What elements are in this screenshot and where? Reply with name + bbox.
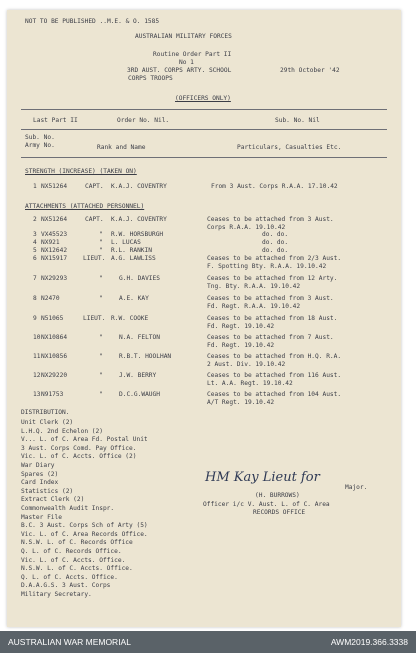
entry-name: J.W. BERRY bbox=[119, 372, 157, 379]
entry-name: N.A. FELTON bbox=[119, 334, 160, 341]
signature-name: (H. BURROWS) bbox=[255, 492, 300, 499]
unit-heading: AUSTRALIAN MILITARY FORCES bbox=[135, 33, 232, 40]
rule bbox=[21, 129, 387, 130]
distribution-item: Military Secretary. bbox=[21, 590, 92, 598]
entry-name: A.E. KAY bbox=[119, 295, 149, 302]
org-sub: CORPS TROOPS bbox=[128, 75, 173, 82]
entry-no: 9 bbox=[33, 315, 37, 322]
entry-name: A.G. LAWLISS bbox=[111, 255, 156, 262]
entry-particulars: Fd. Regt. 19.10.42 bbox=[207, 323, 275, 330]
entry-rank: " bbox=[99, 372, 103, 379]
col-sub-no: Sub. No. bbox=[25, 134, 55, 141]
top-note: NOT TO BE PUBLISHED ..M.E. & O. 1585 bbox=[25, 18, 160, 25]
entry-name: R.W. HORSBURGH bbox=[111, 231, 164, 238]
entry-no: 7 bbox=[33, 275, 37, 282]
entry-no: 8 bbox=[33, 295, 37, 302]
section-strength: STRENGTH (INCREASE) (TAKEN ON) bbox=[25, 168, 137, 175]
entry-army-no: NX10864 bbox=[41, 334, 68, 341]
distribution-item: V... L. of C. Area Fd. Postal Unit bbox=[21, 436, 148, 444]
entry-no: 5 bbox=[33, 247, 37, 254]
entry-name: K.A.J. COVENTRY bbox=[111, 216, 167, 223]
entry-row bbox=[7, 183, 401, 193]
distribution-item: N.S.W. L. of C. Accts. Office. bbox=[21, 565, 133, 573]
col-rank-name: Rank and Name bbox=[97, 144, 146, 151]
entry-name: R.W. COOKE bbox=[111, 315, 149, 322]
entry-particulars: Ceases to be attached from 3 Aust. bbox=[207, 216, 334, 223]
distribution-item: Spares (2) bbox=[21, 470, 59, 478]
rule bbox=[21, 157, 387, 158]
entry-name: R.L. RANKIN bbox=[111, 247, 152, 254]
entry-rank: " bbox=[99, 391, 103, 398]
entry-row bbox=[7, 295, 401, 311]
entry-particulars: Fd. Regt. 19.10.42 bbox=[207, 342, 275, 349]
entry-army-no: VX45523 bbox=[41, 231, 68, 238]
entry-row bbox=[7, 334, 401, 350]
entry-army-no: NX29220 bbox=[41, 372, 68, 379]
entry-rank: " bbox=[99, 334, 103, 341]
entry-row bbox=[7, 275, 401, 291]
entry-rank: " bbox=[99, 275, 103, 282]
entry-particulars: F. Spotting Bty. R.A.A. 19.10.42 bbox=[207, 263, 327, 270]
footer-bar bbox=[0, 631, 416, 653]
entry-name: D.C.G.WAUGH bbox=[119, 391, 160, 398]
entry-particulars: Tng. Bty. R.A.A. 19.10.42 bbox=[207, 283, 301, 290]
entry-army-no: NX12642 bbox=[41, 247, 68, 254]
entry-row bbox=[7, 372, 401, 388]
entry-particulars: Ceases to be attached from H.Q. R.A. bbox=[207, 353, 342, 360]
document-page bbox=[7, 10, 401, 627]
entry-no: 1 bbox=[33, 183, 37, 190]
entry-particulars: Ceases to be attached from 116 Aust. bbox=[207, 372, 342, 379]
entry-particulars: 2 Aust. Div. 19.10.42 bbox=[207, 361, 286, 368]
footer-accession: AWM2019.366.3338 bbox=[330, 637, 408, 647]
entry-no: 13 bbox=[33, 391, 41, 398]
entry-particulars: do. do. bbox=[262, 231, 289, 238]
entry-rank: " bbox=[99, 239, 103, 246]
entry-particulars: Corps R.A.A. 19.10.42 bbox=[207, 224, 286, 231]
entry-particulars: do. do. bbox=[262, 247, 289, 254]
distribution-item: N.S.W. L. of C. Records Office bbox=[21, 539, 133, 547]
entry-particulars: A/T Regt. 19.10.42 bbox=[207, 399, 275, 406]
entry-particulars: Ceases to be attached from 2/3 Aust. bbox=[207, 255, 342, 262]
entry-particulars: do. do. bbox=[262, 239, 289, 246]
distribution-item: Statistics (2) bbox=[21, 487, 74, 495]
entry-no: 11 bbox=[33, 353, 41, 360]
distribution-item: Unit Clerk (2) bbox=[21, 419, 74, 426]
entry-army-no: N51065 bbox=[41, 315, 64, 322]
entry-army-no: N91753 bbox=[41, 391, 64, 398]
entry-name: L. LUCAS bbox=[111, 239, 141, 246]
distribution-item: B.C. 3 Aust. Corps Sch of Arty (5) bbox=[21, 522, 148, 530]
entry-name: K.A.J. COVENTRY bbox=[111, 183, 167, 190]
distribution-item: Vic. L. of C. Accts. Office. bbox=[21, 556, 126, 564]
entry-rank: LIEUT. bbox=[83, 255, 106, 262]
entry-rank: CAPT. bbox=[85, 216, 104, 223]
entry-no: 10 bbox=[33, 334, 41, 341]
entry-particulars: Ceases to be attached from 7 Aust. bbox=[207, 334, 334, 341]
distribution-item: Commonwealth Audit Inspr. bbox=[21, 504, 115, 512]
entry-particulars: Ceases to be attached from 104 Aust. bbox=[207, 391, 342, 398]
entry-no: 2 bbox=[33, 216, 37, 223]
entry-row bbox=[7, 353, 401, 369]
entry-army-no: NX921 bbox=[41, 239, 60, 246]
distribution-item: Extract Clerk (2) bbox=[21, 496, 85, 504]
signature-title: Officer i/c V. Aust. L. of C. Area bbox=[203, 501, 330, 508]
section-attachments: ATTACHMENTS (ATTACHED PERSONNEL) bbox=[25, 203, 145, 210]
entry-rank: LIEUT. bbox=[83, 315, 106, 322]
entry-particulars: From 3 Aust. Corps R.A.A. 17.10.42 bbox=[211, 183, 338, 190]
distribution-item: Master File bbox=[21, 513, 62, 521]
entry-particulars: Ceases to be attached from 3 Aust. bbox=[207, 295, 334, 302]
distribution-list bbox=[21, 419, 148, 599]
distribution-item: L.H.Q. 2nd Echelon (2) bbox=[21, 427, 103, 435]
distribution-item: Q. L. of C. Records Office. bbox=[21, 547, 122, 555]
rule bbox=[21, 109, 387, 110]
entry-name: G.H. DAVIES bbox=[119, 275, 160, 282]
entry-rank: CAPT. bbox=[85, 183, 104, 190]
last-part: Last Part II bbox=[33, 117, 78, 124]
org-name: 3RD AUST. CORPS ARTY. SCHOOL bbox=[127, 67, 232, 74]
order-date: 29th October '42 bbox=[280, 67, 340, 74]
entry-rank: " bbox=[99, 231, 103, 238]
order-no: Order No. Nil. bbox=[117, 117, 170, 124]
entry-row bbox=[7, 255, 401, 271]
entry-particulars: Fd. Regt. R.A.A. 19.10.42 bbox=[207, 303, 301, 310]
officers-only-label: (OFFICERS ONLY) bbox=[175, 95, 231, 102]
entry-rank: " bbox=[99, 295, 103, 302]
distribution-item: Q. L. of C. Accts. Office. bbox=[21, 573, 118, 581]
col-particulars: Particulars, Casualties Etc. bbox=[237, 144, 342, 151]
entry-particulars: Lt. A.A. Regt. 19.10.42 bbox=[207, 380, 293, 387]
entry-name: R.B.T. HOOLHAN bbox=[119, 353, 172, 360]
entry-army-no: NX10856 bbox=[41, 353, 68, 360]
entry-army-no: NX51264 bbox=[41, 183, 68, 190]
entry-no: 4 bbox=[33, 239, 37, 246]
order-title: Routine Order Part II bbox=[153, 51, 232, 58]
entry-rank: " bbox=[99, 247, 103, 254]
col-army-no: Army No. bbox=[25, 142, 55, 149]
signature-rank: Major. bbox=[345, 484, 368, 491]
entry-no: 3 bbox=[33, 231, 37, 238]
entry-row bbox=[7, 315, 401, 331]
distribution-item: War Diary bbox=[21, 461, 55, 469]
distribution-item: Vic. L. of C. Area Records Office. bbox=[21, 530, 148, 538]
entry-no: 6 bbox=[33, 255, 37, 262]
entry-army-no: NX29293 bbox=[41, 275, 68, 282]
distribution-heading: DISTRIBUTION. bbox=[21, 409, 70, 416]
signature-office: RECORDS OFFICE bbox=[253, 509, 306, 516]
footer-source: AUSTRALIAN WAR MEMORIAL bbox=[8, 637, 131, 647]
entry-rank: " bbox=[99, 353, 103, 360]
entry-army-no: N2470 bbox=[41, 295, 60, 302]
entry-army-no: NX15917 bbox=[41, 255, 68, 262]
distribution-item: D.A.A.G.S. 3 Aust. Corps bbox=[21, 582, 111, 590]
entry-no: 12 bbox=[33, 372, 41, 379]
entry-army-no: NX51264 bbox=[41, 216, 68, 223]
distribution-item: Card Index bbox=[21, 479, 59, 487]
entry-row bbox=[7, 216, 401, 232]
order-number: No 1 bbox=[179, 59, 194, 66]
entry-row bbox=[7, 391, 401, 407]
sub-no: Sub. No. Nil bbox=[275, 117, 320, 124]
handwritten-signature: HM Kay Lieut for bbox=[205, 470, 320, 485]
entry-particulars: Ceases to be attached from 18 Aust. bbox=[207, 315, 338, 322]
distribution-item: Vic. L. of C. Accts. Office (2) bbox=[21, 453, 137, 461]
entry-particulars: Ceases to be attached from 12 Arty. bbox=[207, 275, 338, 282]
distribution-item: 3 Aust. Corps Comd. Pay Office. bbox=[21, 444, 137, 452]
